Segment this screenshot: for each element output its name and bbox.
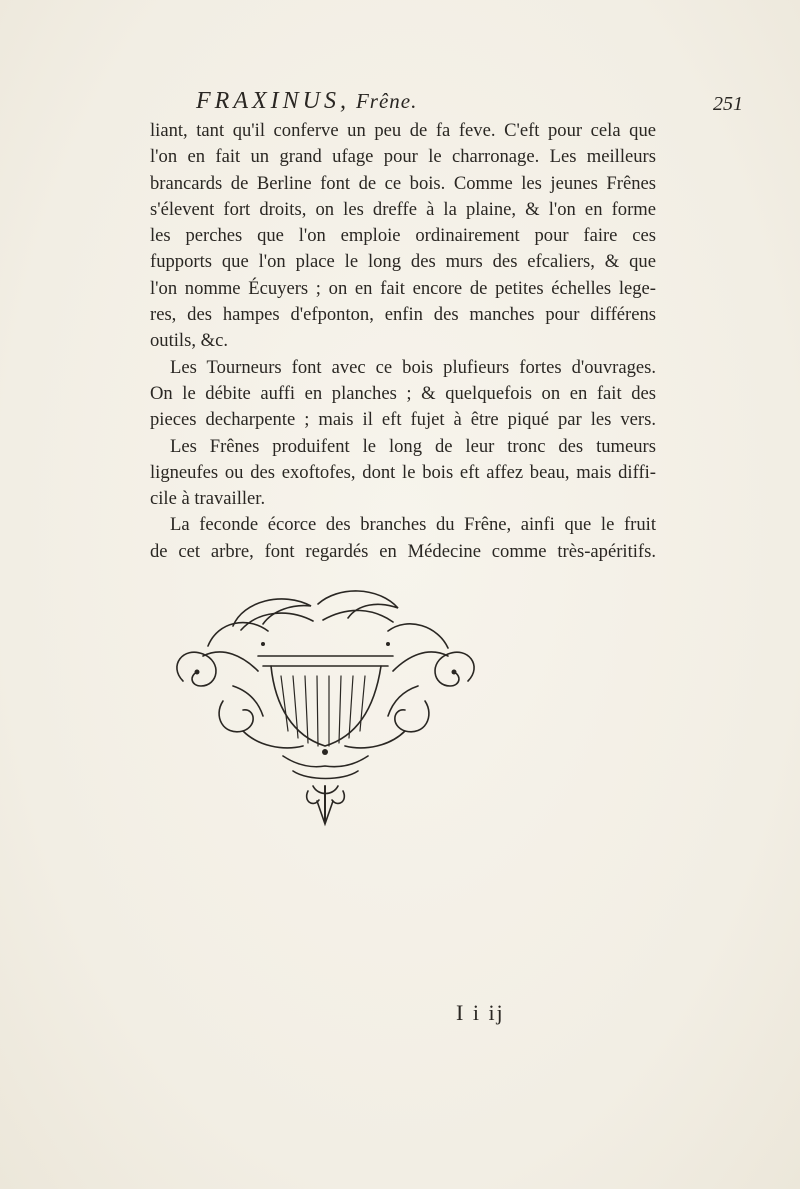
body-text [150,118,656,565]
page-number: 251 [713,93,743,115]
signature-mark: I i ij [456,1000,505,1025]
text-line: Les Frênes produifent le long de leur tronc des tumeurs [170,435,656,457]
text-line: cile à travailler. [150,488,266,510]
text-line: s'élevent fort droits, on les dreffe à la plaine, & l'on en forme [150,198,656,220]
running-head [196,88,616,115]
text-line: outils, &c. [150,330,228,352]
text-line: fupports que l'on place le long des murs des efcaliers, & que [150,251,656,273]
text-line: On le débite auffi en planches ; & quelquefois on en fait des [150,382,656,404]
text-line: l'on en fait un grand ufage pour le charronage. Les meilleurs [150,146,656,168]
running-head-title: FRAXINUS [196,88,340,114]
text-line: res, des hampes d'efponton, enfin des manches pour différens [150,304,656,326]
running-head-separator: , [339,88,348,114]
foliate-vase-cul-de-lampe-icon [163,586,488,831]
text-line: ligneufes ou des exoftofes, dont le bois eft affez beau, mais diffi- [150,461,656,483]
text-line: pieces decharpente ; mais il eft fujet à être piqué par les vers. [150,409,656,431]
text-line: l'on nomme Écuyers ; on en fait encore de petites échelles lege- [150,277,656,299]
text-line: Les Tourneurs font avec ce bois plufieurs fortes d'ouvrages. [170,356,656,378]
text-line: de cet arbre, font regardés en Médecine comme très-apéritifs. [150,540,656,562]
text-line: les perches que l'on emploie ordinairement pour faire ces [150,225,656,247]
running-head-subtitle: Frêne. [355,89,418,113]
text-line: brancards de Berline font de ce bois. Comme les jeunes Frênes [150,172,656,194]
text-line: La feconde écorce des branches du Frêne, ainfi que le fruit [170,514,656,536]
text-line: liant, tant qu'il conferve un peu de fa feve. C'eft pour cela que [150,120,656,141]
